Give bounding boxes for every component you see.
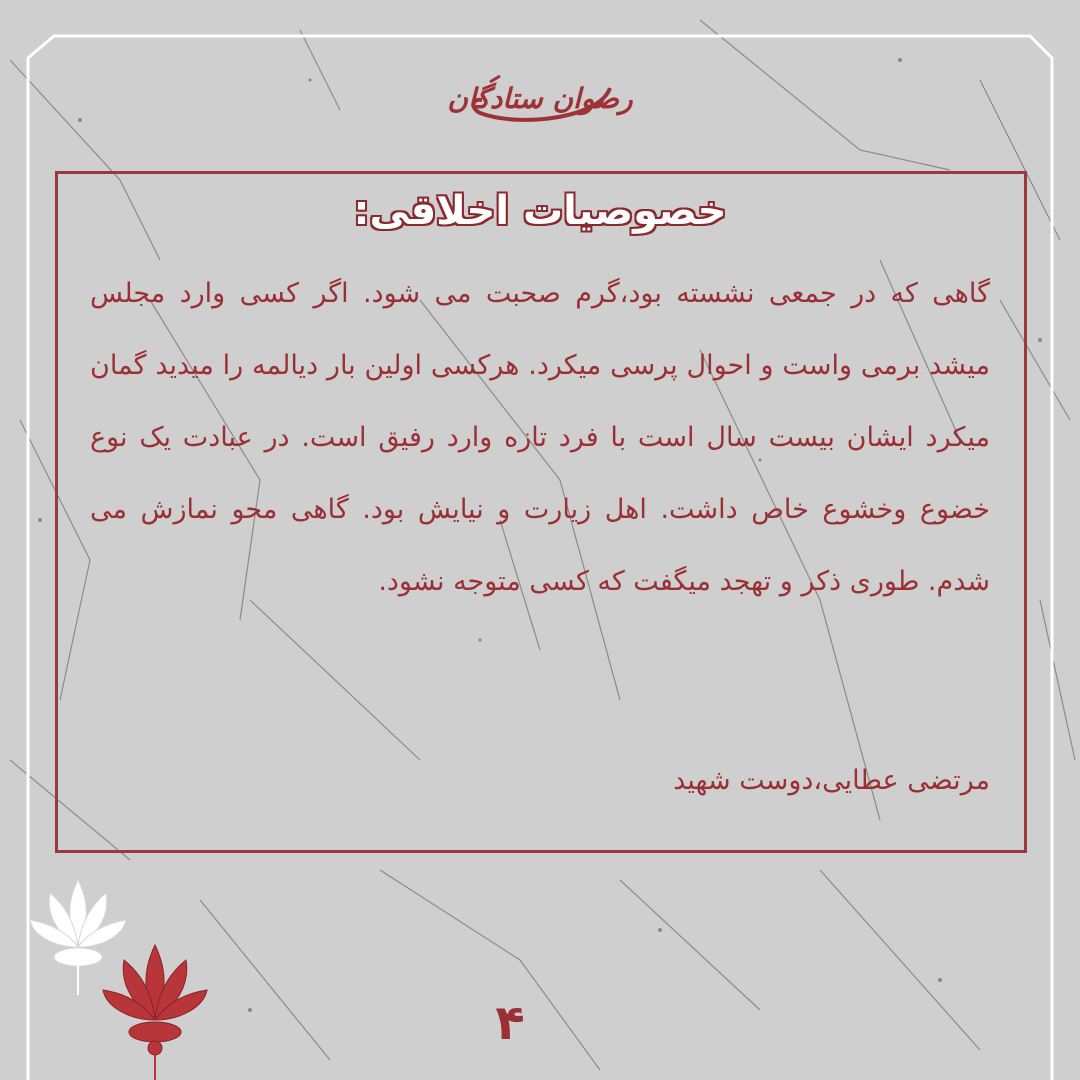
body-text bbox=[90, 258, 990, 618]
logo bbox=[440, 58, 640, 138]
page-number: ۴ bbox=[495, 995, 525, 1051]
body-paragraph: گاهی که در جمعی نشسته بود،گرم صحبت می شود. اگر کسی وارد مجلس میشد برمی واست و احوال پرسی میکرد. هرکسی اولین بار دیالمه را میدید گمان میکرد ایشان بیست سال است با فرد تازه وارد رفیق است. در عبادت یک نوع خضوع وخشوع خاص داشت. اهل زیارت و نیایش بود. گاهی محو نمازش می شدم. طوری ذکر و تهجد میگفت که کسی متوجه نشود. bbox=[90, 278, 990, 597]
red-lotus-icon bbox=[100, 940, 210, 1080]
signature: مرتضی عطایی،دوست شهید bbox=[673, 765, 990, 796]
section-title: خصوصیات اخلاقی: bbox=[353, 188, 727, 234]
logo-text: رضوان ستادگان bbox=[447, 81, 633, 115]
